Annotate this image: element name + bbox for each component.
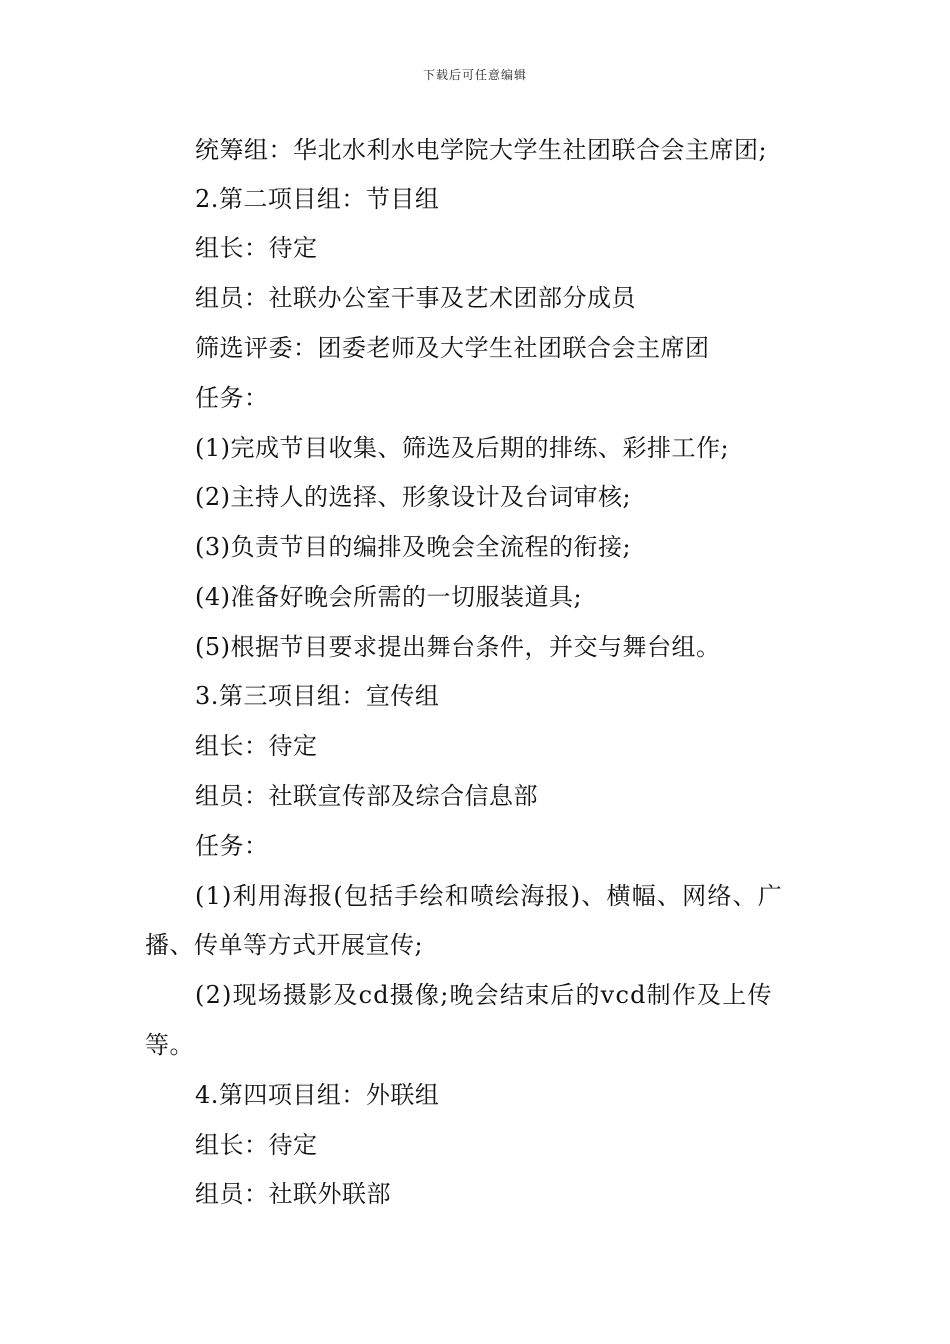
paragraph-line: 筛选评委：团委老师及大学生社团联合会主席团 — [195, 334, 710, 362]
list-item: (1)完成节目收集、筛选及后期的排练、彩排工作; — [195, 434, 730, 462]
list-item: (2)主持人的选择、形象设计及台词审核; — [195, 483, 632, 511]
list-item-continuation: 播、传单等方式开展宣传; — [145, 931, 424, 959]
paragraph-line: 组长：待定 — [195, 234, 318, 262]
page-header: 下载后可任意编辑 — [422, 68, 527, 82]
paragraph-line: 任务： — [195, 832, 269, 860]
list-item: (3)负责节目的编排及晚会全流程的衔接; — [195, 533, 632, 561]
section-heading: 3.第三项目组：宣传组 — [195, 682, 440, 710]
paragraph-line: 统筹组：华北水利水电学院大学生社团联合会主席团; — [195, 136, 768, 164]
section-heading: 4.第四项目组：外联组 — [195, 1081, 440, 1109]
paragraph-line: 组员：社联外联部 — [195, 1180, 391, 1208]
paragraph-line: 任务： — [195, 384, 269, 412]
list-item: (2)现场摄影及cd摄像;晚会结束后的vcd制作及上传 — [195, 981, 773, 1009]
paragraph-line: 组长：待定 — [195, 732, 318, 760]
list-item: (5)根据节目要求提出舞台条件，并交与舞台组。 — [195, 633, 721, 661]
list-item-continuation: 等。 — [145, 1031, 194, 1059]
section-heading: 2.第二项目组：节目组 — [195, 185, 440, 213]
paragraph-line: 组员：社联宣传部及综合信息部 — [195, 782, 538, 810]
paragraph-line: 组长：待定 — [195, 1131, 318, 1159]
list-item: (1)利用海报(包括手绘和喷绘海报)、横幅、网络、广 — [195, 882, 783, 910]
list-item: (4)准备好晚会所需的一切服装道具; — [195, 583, 583, 611]
paragraph-line: 组员：社联办公室干事及艺术团部分成员 — [195, 284, 636, 312]
